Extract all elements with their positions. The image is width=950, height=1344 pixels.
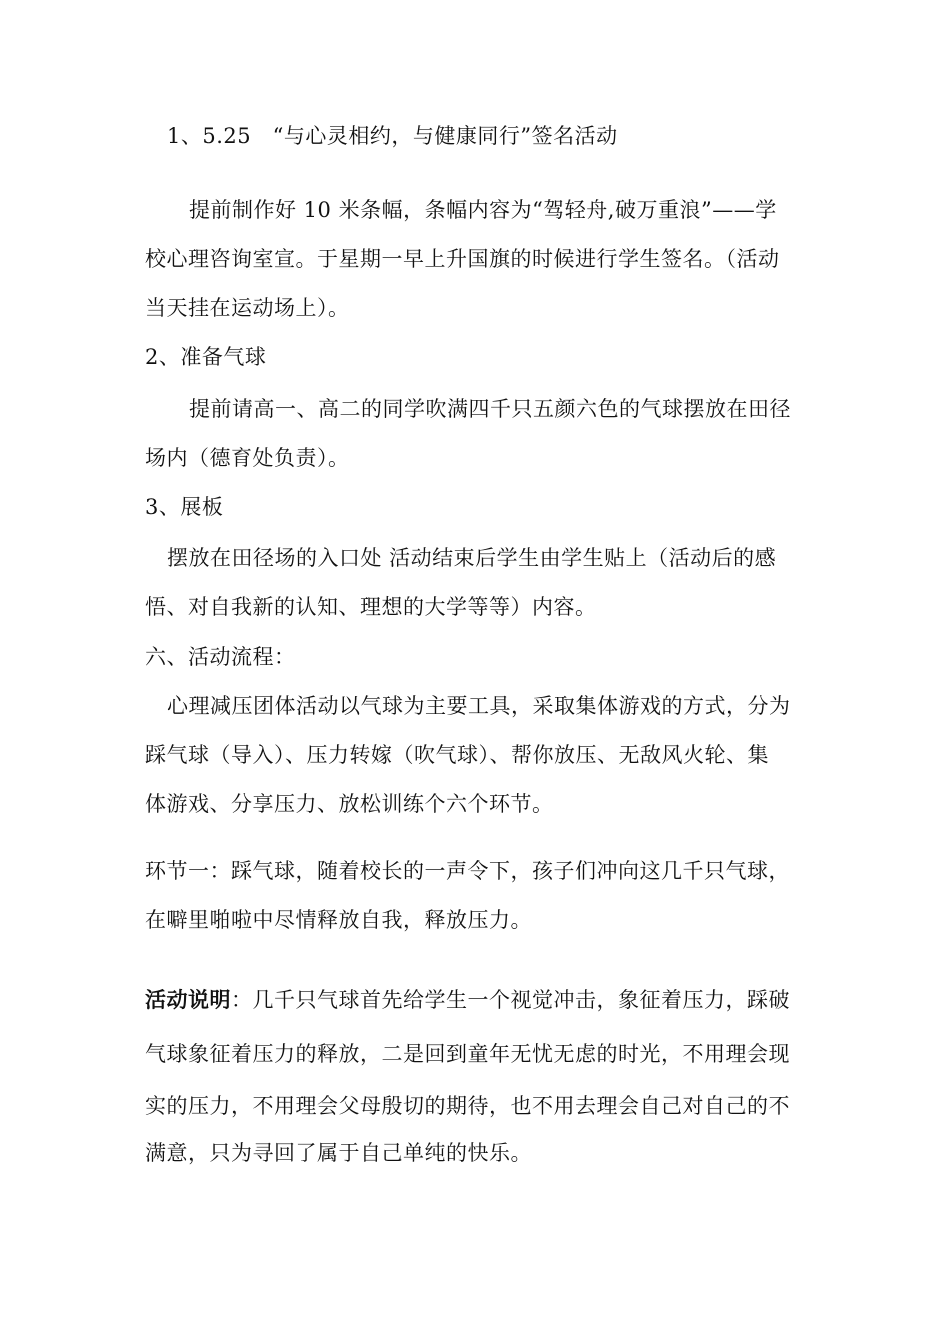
note-text: 几千只气球首先给学生一个视觉冲击，象征着压力，踩破 [252, 988, 790, 1012]
paragraph-banner-line-3: 当天挂在运动场上）。 [145, 296, 350, 320]
heading-display-board: 3、展板 [145, 495, 224, 519]
paragraph-banner-line-1: 提前制作好 10 米条幅，条幅内容为“驾轻舟,破万重浪”——学 [189, 198, 777, 222]
paragraph-banner-line-2: 校心理咨询室宣。于星期一早上升国旗的时候进行学生签名。（活动 [145, 247, 780, 271]
note-colon: ： [231, 988, 253, 1012]
paragraph-note-line-3: 实的压力，不用理会父母殷切的期待，也不用去理会自己对自己的不 [145, 1094, 790, 1118]
paragraph-flow-line-1: 心理减压团体活动以气球为主要工具，采取集体游戏的方式，分为 [167, 694, 791, 718]
paragraph-balloons-line-2: 场内（德育处负责）。 [145, 446, 350, 470]
paragraph-step1-line-2: 在噼里啪啦中尽情释放自我，释放压力。 [145, 908, 532, 932]
paragraph-board-line-1: 摆放在田径场的入口处 活动结束后学生由学生贴上（活动后的感 [167, 546, 777, 570]
paragraph-flow-line-2: 踩气球（导入）、压力转嫁（吹气球）、帮你放压、无敌风火轮、集 [145, 743, 769, 767]
paragraph-step1-line-1: 环节一：踩气球，随着校长的一声令下，孩子们冲向这几千只气球， [145, 859, 790, 883]
paragraph-flow-line-3: 体游戏、分享压力、放松训练个六个环节。 [145, 792, 554, 816]
paragraph-board-line-2: 悟、对自我新的认知、理想的大学等等）内容。 [145, 595, 597, 619]
paragraph-note-line-2: 气球象征着压力的释放，二是回到童年无忧无虑的时光，不用理会现 [145, 1042, 790, 1066]
note-label: 活动说明 [145, 988, 231, 1012]
paragraph-note-line-1 [145, 988, 790, 1012]
heading-balloons: 2、准备气球 [145, 345, 267, 369]
paragraph-balloons-line-1: 提前请高一、高二的同学吹满四千只五颜六色的气球摆放在田径 [189, 397, 791, 421]
heading-signature-activity: 1、5.25 “与心灵相约，与健康同行”签名活动 [167, 124, 618, 148]
heading-activity-flow: 六、活动流程： [145, 645, 296, 669]
paragraph-note-line-4: 满意，只为寻回了属于自己单纯的快乐。 [145, 1141, 532, 1165]
